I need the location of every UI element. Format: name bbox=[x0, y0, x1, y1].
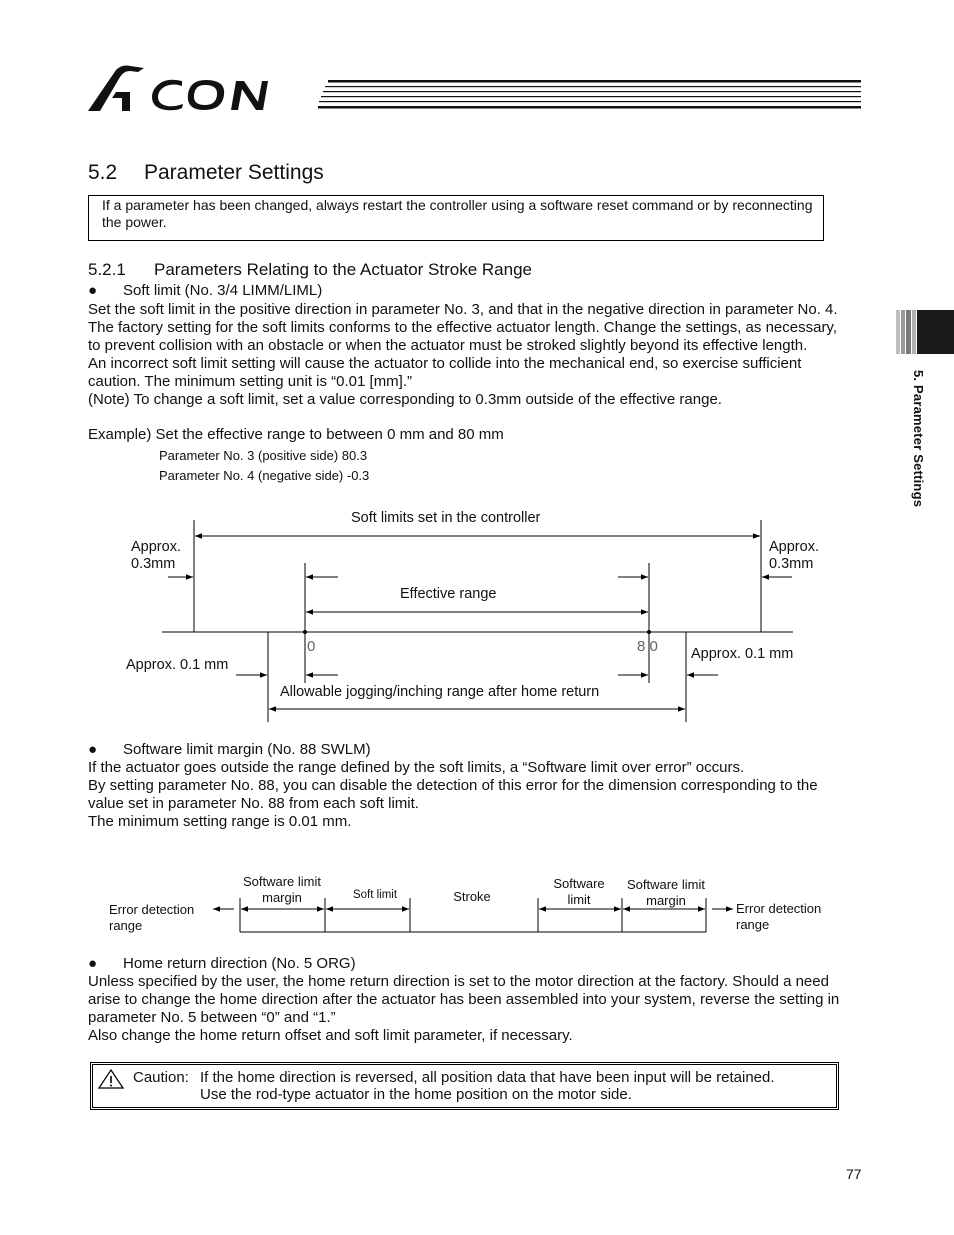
soft-limit-segment-label: Soft limit bbox=[352, 889, 398, 901]
eighty-label: 8 0 bbox=[637, 638, 658, 655]
paragraph-line: value set in parameter No. 88 from each soft limit. bbox=[88, 795, 419, 812]
swlm-right-margin: margin bbox=[646, 893, 686, 908]
paragraph-line: The minimum setting range is 0.01 mm. bbox=[88, 813, 352, 830]
effective-range-label: Effective range bbox=[400, 586, 497, 602]
paragraph-line: If the actuator goes outside the range defined by the soft limits, a “Software limit over error” occurs. bbox=[88, 759, 745, 776]
chapter-tab bbox=[896, 310, 954, 354]
soft-limit-heading bbox=[88, 282, 322, 300]
subsection-title bbox=[88, 260, 532, 280]
restart-note-box bbox=[88, 195, 824, 241]
paragraph-line: arise to change the home direction after the actuator has been assembled into your system, reverse the setting in bbox=[88, 991, 840, 1008]
swlm-heading bbox=[88, 741, 371, 759]
caution-label: Caution: bbox=[133, 1069, 189, 1086]
stroke-label: Stroke bbox=[453, 889, 491, 904]
soft-limit-heading-text: Soft limit (No. 3/4 LIMM/LIML) bbox=[123, 282, 323, 299]
jogging-range-label: Allowable jogging/inching range after home return bbox=[280, 684, 600, 700]
swlm-left-label: Software limit bbox=[242, 874, 322, 889]
error-detection-left-label: Error detection bbox=[109, 902, 195, 917]
approx-right-label: Approx. bbox=[769, 539, 819, 555]
bullet-icon: ● bbox=[88, 282, 98, 299]
zero-label: 0 bbox=[307, 638, 316, 655]
software-limit-label: Software bbox=[553, 876, 605, 891]
paragraph-line: Unless specified by the user, the home return direction is set to the motor direction at the factory. Should a need bbox=[88, 973, 829, 990]
paragraph-line: Also change the home return offset and soft limit parameter, if necessary. bbox=[88, 1027, 573, 1044]
example-parameter-4: Parameter No. 4 (negative side) -0.3 bbox=[159, 468, 370, 483]
home-direction-heading-text: Home return direction (No. 5 ORG) bbox=[123, 955, 356, 972]
home-direction-heading bbox=[88, 955, 356, 973]
error-detection-right-label: Error detection bbox=[736, 901, 822, 916]
paragraph-line: caution. The minimum setting unit is “0.01 [mm].” bbox=[88, 373, 413, 390]
paragraph-line: By setting parameter No. 88, you can disable the detection of this error for the dimension corresponding to the bbox=[88, 777, 818, 794]
approx-right-value: 0.3mm bbox=[769, 556, 814, 572]
error-detection-left-range: range bbox=[109, 918, 143, 933]
caution-line-1: If the home direction is reversed, all position data that have been input will be retained. bbox=[200, 1069, 775, 1086]
warning-icon bbox=[98, 1069, 124, 1089]
paragraph-line: (Note) To change a soft limit, set a value corresponding to 0.3mm outside of the effective range. bbox=[88, 391, 722, 408]
paragraph-line: parameter No. 5 between “0” and “1.” bbox=[88, 1009, 336, 1026]
bullet-icon: ● bbox=[88, 741, 98, 758]
subsection-number: 5.2.1 bbox=[88, 260, 126, 279]
subsection-title-text: Parameters Relating to the Actuator Stroke Range bbox=[154, 260, 532, 279]
approx-left-label: Approx. bbox=[131, 539, 181, 555]
swlm-right-label: Software limit bbox=[626, 877, 706, 892]
bullet-icon: ● bbox=[88, 955, 98, 972]
paragraph-line: to prevent collision with an obstacle or when the actuator must be stroked slightly beyond its effective length. bbox=[88, 337, 808, 354]
caution-box bbox=[90, 1062, 839, 1110]
side-tab-label: 5. Parameter Settings bbox=[911, 370, 926, 508]
approx-left-value: 0.3mm bbox=[131, 556, 176, 572]
soft-limit-diagram bbox=[100, 500, 820, 730]
page-number: 77 bbox=[846, 1166, 862, 1182]
section-number: 5.2 bbox=[88, 161, 118, 184]
swlm-paragraph bbox=[88, 759, 818, 831]
error-detection-right-range: range bbox=[736, 917, 770, 932]
caution-line-2: Use the rod-type actuator in the home position on the motor side. bbox=[200, 1086, 632, 1103]
software-limit-sub: limit bbox=[567, 892, 591, 907]
acon-logo bbox=[86, 62, 326, 114]
section-title bbox=[88, 160, 324, 186]
approx-01-right-label: Approx. 0.1 mm bbox=[691, 646, 794, 662]
approx-01-left-label: Approx. 0.1 mm bbox=[126, 657, 229, 673]
section-title-text: Parameter Settings bbox=[144, 161, 324, 184]
restart-note-text: If a parameter has been changed, always restart the controller using a software reset command or by reconnecting the power. bbox=[102, 197, 813, 230]
swlm-left-margin: margin bbox=[262, 890, 302, 905]
paragraph-line: An incorrect soft limit setting will cause the actuator to collide into the mechanical end, so exercise sufficient bbox=[88, 355, 802, 372]
swlm-heading-text: Software limit margin (No. 88 SWLM) bbox=[123, 741, 371, 758]
example-line: Example) Set the effective range to between 0 mm and 80 mm bbox=[88, 426, 504, 443]
example-parameter-3: Parameter No. 3 (positive side) 80.3 bbox=[159, 448, 368, 463]
soft-limit-paragraph bbox=[88, 301, 838, 409]
header-rule bbox=[318, 80, 861, 110]
paragraph-line: Set the soft limit in the positive direction in parameter No. 3, and that in the negative direction in parameter No. 4. bbox=[88, 301, 838, 318]
home-direction-paragraph bbox=[88, 973, 839, 1045]
soft-limits-label: Soft limits set in the controller bbox=[351, 510, 541, 526]
software-limit-margin-diagram bbox=[100, 868, 840, 938]
paragraph-line: The factory setting for the soft limits conforms to the effective actuator length. Change the settings, as necessary, bbox=[88, 319, 837, 336]
